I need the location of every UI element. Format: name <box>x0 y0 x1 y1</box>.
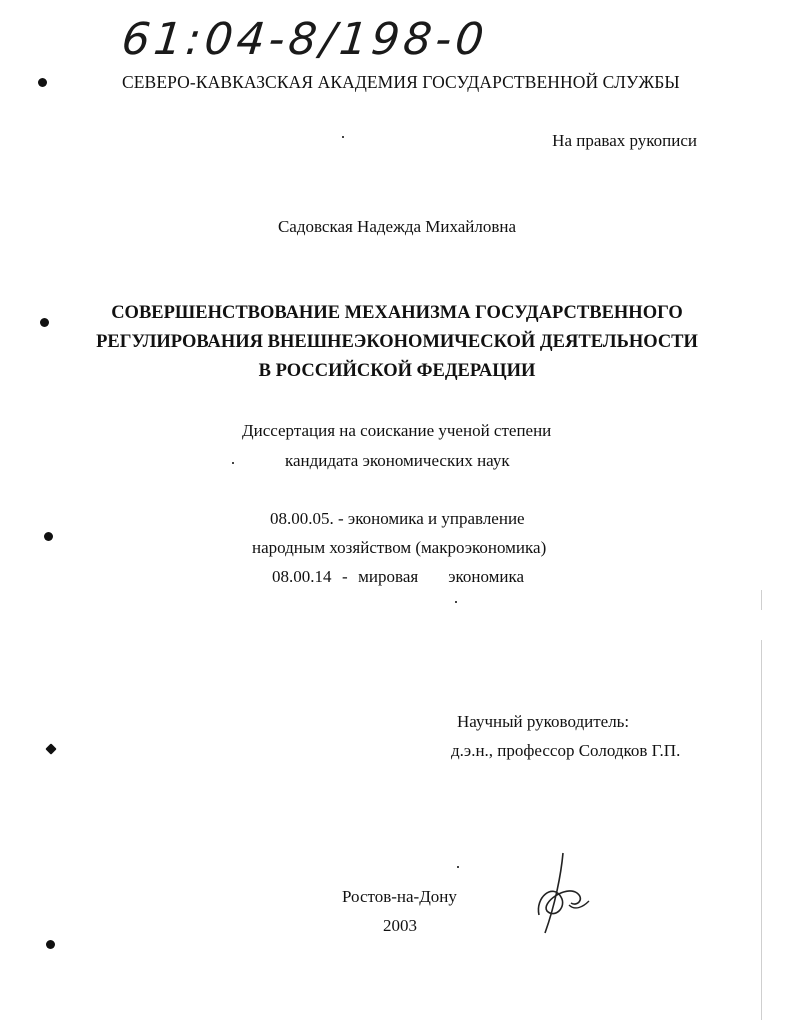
archive-code-handwritten: 61:04-8/198-0 <box>119 14 491 65</box>
specialty-line-3 <box>272 567 524 587</box>
thesis-title-line-2: РЕГУЛИРОВАНИЯ ВНЕШНЕЭКОНОМИЧЕСКОЙ ДЕЯТЕЛЬНОСТИ <box>96 332 698 352</box>
year: 2003 <box>383 916 417 935</box>
dissertation-type-line-2: кандидата экономических наук <box>285 451 510 470</box>
scan-speck <box>455 601 457 603</box>
specialty-line-3-rest: экономика <box>448 567 525 586</box>
dissertation-type-line-1: Диссертация на соискание ученой степени <box>242 421 552 440</box>
binding-hole-mark <box>46 940 55 949</box>
specialty-line-2: народным хозяйством (макроэкономика) <box>252 538 547 557</box>
binding-hole-mark <box>44 532 53 541</box>
scan-speck <box>342 136 344 138</box>
binding-hole-mark <box>45 743 56 754</box>
supervisor-label: Научный руководитель: <box>457 712 630 731</box>
scan-speck <box>457 866 459 868</box>
supervisor-name: д.э.н., профессор Солодков Г.П. <box>451 741 681 760</box>
institution-name: СЕВЕРО-КАВКАЗСКАЯ АКАДЕМИЯ ГОСУДАРСТВЕННОЙ СЛУЖБЫ <box>122 72 680 92</box>
scan-edge-line <box>761 590 762 610</box>
city: Ростов-на-Дону <box>342 887 457 906</box>
manuscript-rights-note: На правах рукописи <box>552 131 697 150</box>
author-name: Садовская Надежда Михайловна <box>277 217 517 236</box>
specialty-line-1: 08.00.05. - экономика и управление <box>270 509 525 528</box>
scan-speck <box>232 462 234 464</box>
thesis-title-line-3: В РОССИЙСКОЙ ФЕДЕРАЦИИ <box>258 361 536 381</box>
binding-hole-mark <box>40 318 49 327</box>
specialty-line-3-code: 08.00.14 - мировая <box>272 567 419 586</box>
thesis-title-line-1: СОВЕРШЕНСТВОВАНИЕ МЕХАНИЗМА ГОСУДАРСТВЕННОГО <box>111 303 683 323</box>
signature-mark <box>525 845 595 945</box>
binding-hole-mark <box>38 78 47 87</box>
scan-edge-line <box>761 640 762 1020</box>
